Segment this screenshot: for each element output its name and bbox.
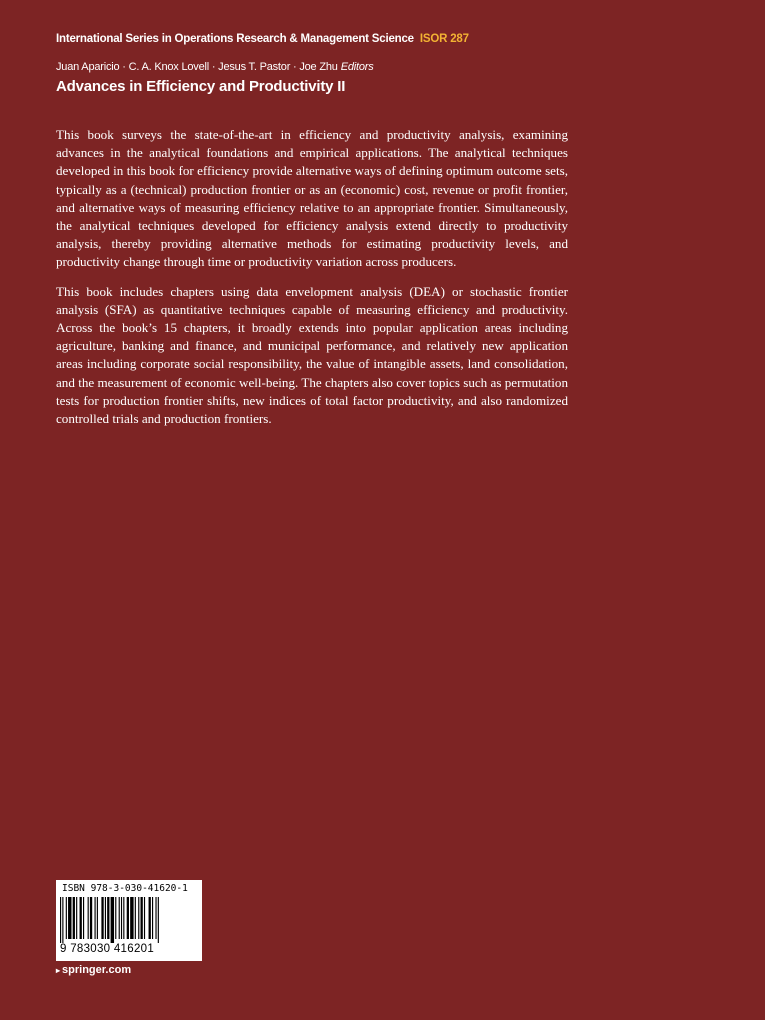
barcode-bar — [111, 897, 114, 943]
barcode-bar — [141, 897, 143, 939]
barcode-bar — [62, 897, 63, 943]
series-line — [56, 33, 469, 45]
barcode-bar — [123, 897, 124, 939]
barcode-bar — [144, 897, 145, 939]
isbn-barcode-box — [56, 880, 202, 961]
publisher-url: springer.com — [62, 964, 132, 976]
barcode-bar — [130, 897, 133, 939]
barcode-bar — [95, 897, 96, 939]
barcode-bar — [90, 897, 92, 939]
barcode-bar — [101, 897, 103, 939]
barcode-digits: 9 783030 416201 — [60, 943, 155, 955]
barcode-bar — [97, 897, 98, 939]
back-cover-blurb — [56, 126, 568, 439]
editors-names: Juan Aparicio · C. A. Knox Lovell · Jesus T. Pastor · Joe Zhu — [56, 61, 338, 73]
barcode-bar — [80, 897, 82, 939]
isbn-label: ISBN 978-3-030-41620-1 — [62, 883, 188, 894]
series-name: International Series in Operations Research & Management Science — [56, 33, 414, 45]
barcode-bar — [76, 897, 77, 939]
barcode-bar — [88, 897, 89, 939]
barcode-bar — [152, 897, 153, 939]
blurb-paragraph-2: This book includes chapters using data envelopment analysis (DEA) or stochastic frontier analysis (SFA) as quantitative techniques capable of measuring efficiency and productivity. Across the book’s 15 chapters, it broadly extends into popular application areas including agriculture, banking and finance, and municipal performance, and relatively new application areas including corporate social responsibility, the value of intangible assets, land consolidation, and the measurement of economic well-being. The chapters also cover topics such as permutation tests for production frontier shifts, new indices of total factor productivity, and also randomized controlled trials and production frontiers. — [56, 283, 568, 427]
editors-role: Editors — [340, 61, 374, 73]
barcode-bar — [135, 897, 136, 939]
barcode-bar — [115, 897, 116, 939]
barcode-bar — [127, 897, 129, 939]
barcode-bar — [121, 897, 122, 939]
barcode-bar — [149, 897, 151, 939]
publisher-link[interactable] — [56, 964, 131, 976]
series-number: ISOR 287 — [419, 33, 469, 45]
barcode-bar — [73, 897, 75, 939]
barcode-bar — [68, 897, 71, 939]
barcode-bar — [158, 897, 159, 943]
barcode-bar — [83, 897, 84, 939]
editors-line — [56, 61, 374, 73]
barcode-image — [60, 897, 198, 943]
barcode-bar — [107, 897, 109, 939]
barcode-bar — [119, 897, 120, 939]
blurb-paragraph-1: This book surveys the state-of-the-art in efficiency and productivity analysis, examining advances in the analytical foundations and empirical applications. The analytical techniques developed in this book for efficiency provide alternative ways of defining optimum outcome sets, typically as a (technical) production frontier or as an (economic) cost, revenue or profit frontier, and alternative ways of measuring efficiency relative to an appropriate frontier. Simultaneously, the analytical techniques developed for efficiency analysis extend directly to productivity analysis, thereby providing alternative methods for estimating productivity levels, and productivity change through time or productivity variation across producers. — [56, 127, 568, 270]
barcode-bar — [138, 897, 139, 939]
barcode-bar — [66, 897, 67, 939]
barcode-bar — [60, 897, 61, 943]
arrow-icon: ▸ — [56, 966, 61, 975]
book-title: Advances in Efficiency and Productivity II — [56, 78, 346, 95]
barcode-bar — [105, 897, 106, 939]
barcode-bar — [155, 897, 156, 939]
